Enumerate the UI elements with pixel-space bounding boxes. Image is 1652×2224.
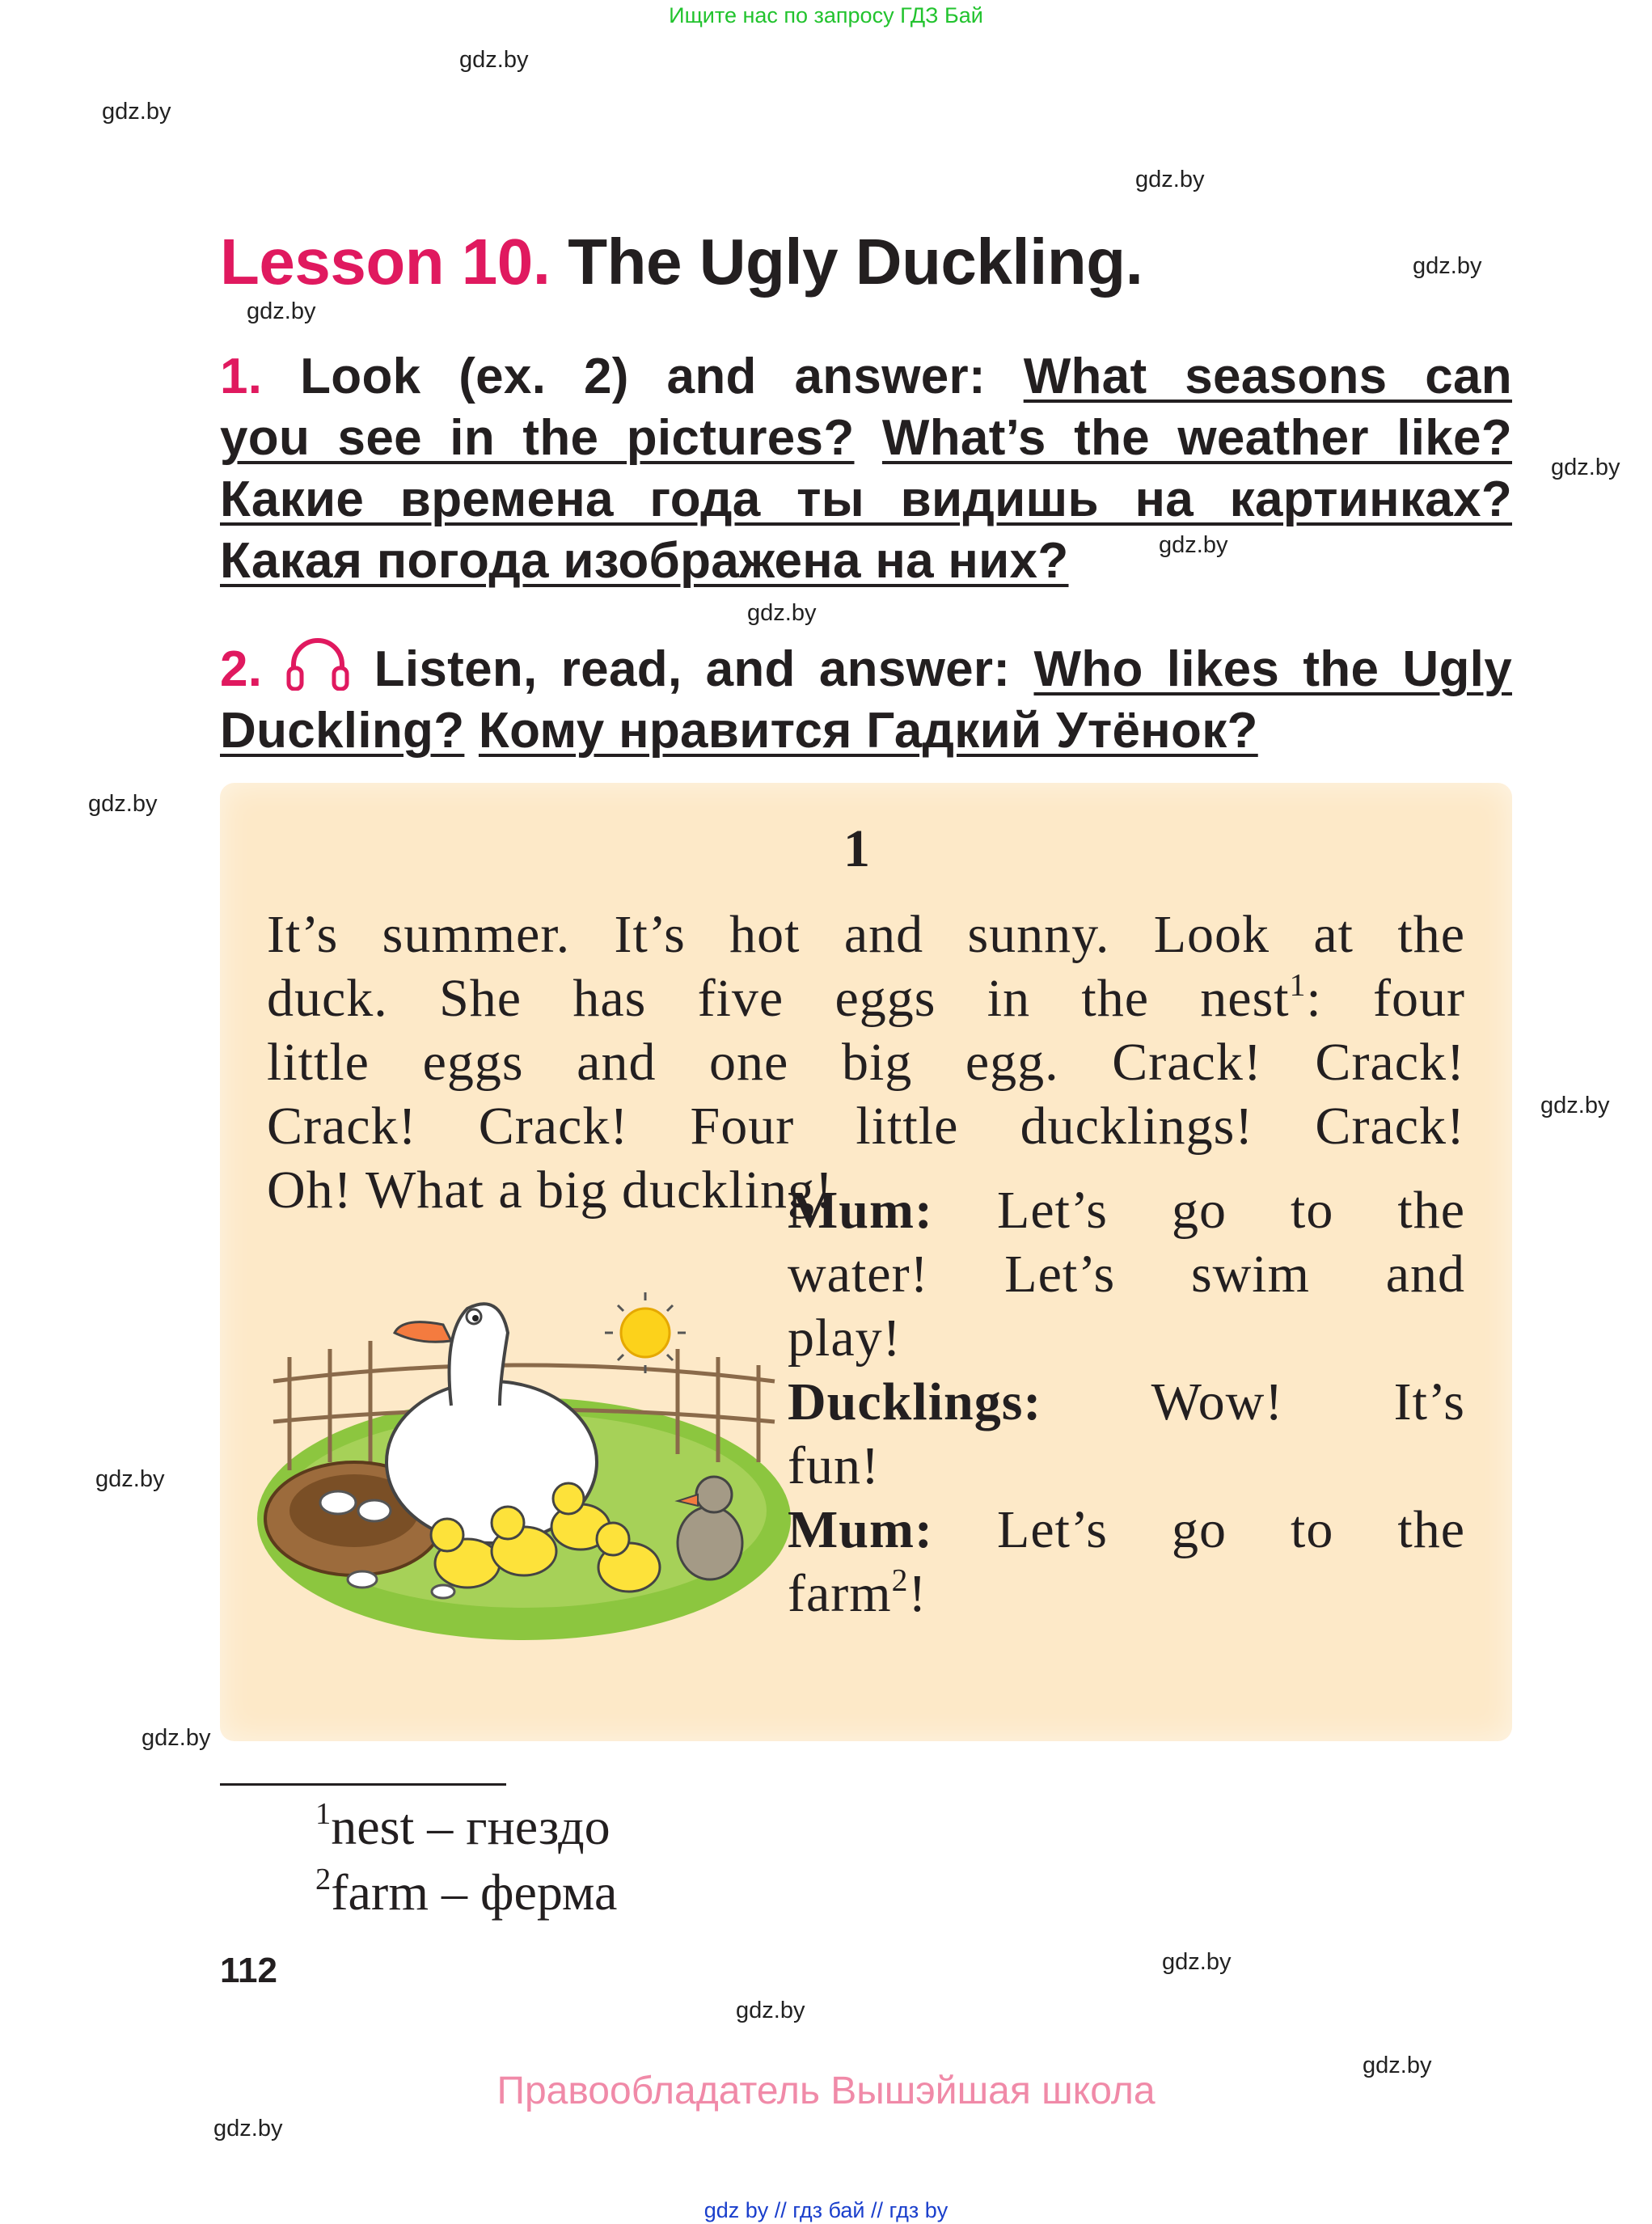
watermark: gdz.by <box>1413 253 1482 279</box>
lesson-number: Lesson 10. <box>220 226 551 298</box>
task-question-ru: Какие времена года ты видишь на картинках? <box>220 471 1512 527</box>
dialogue-line: Mum: Let’s go to the <box>788 1181 1466 1240</box>
story-line: little eggs and one big egg. Crack! Crack! <box>267 1033 1465 1092</box>
lesson-name: The Ugly Duckling. <box>568 226 1143 298</box>
task-question: What seasons can <box>1023 349 1512 404</box>
watermark: gdz.by <box>213 2116 283 2142</box>
footnote <box>315 1797 611 1857</box>
duck-family-illustration <box>257 1260 791 1640</box>
story-line: Oh! What a big duckling! <box>267 1161 834 1220</box>
dialogue-line: Ducklings: Wow! It’s <box>788 1372 1465 1431</box>
watermark: gdz.by <box>1551 455 1620 480</box>
copyright-holder: Правообладатель Вышэйшая школа <box>496 2070 1156 2112</box>
watermark: gdz.by <box>1135 167 1205 192</box>
story-line: Crack! Crack! Four little ducklings! Crack! <box>267 1097 1465 1156</box>
speaker: Mum: <box>788 1181 933 1240</box>
page-number: 112 <box>220 1951 277 1990</box>
watermark: gdz.by <box>1363 2053 1432 2078</box>
lesson-title <box>220 225 1143 299</box>
footnote-text: nest – гнездо <box>331 1798 611 1855</box>
watermark: gdz.by <box>142 1725 211 1751</box>
dialogue-line: farm$^2$! <box>788 1562 927 1623</box>
watermark: gdz.by <box>1540 1093 1610 1118</box>
watermark: gdz.by <box>459 47 529 73</box>
task-number: 2. <box>220 641 263 697</box>
story-line: It’s summer. It’s hot and sunny. Look at the <box>267 905 1465 964</box>
speaker: Ducklings: <box>788 1372 1042 1431</box>
watermark: gdz.by <box>1162 1949 1232 1975</box>
task-question: Duckling? <box>220 703 465 759</box>
story-paragraph <box>267 903 1465 1222</box>
watermark: gdz.by <box>102 99 171 125</box>
watermark: gdz.by <box>95 1466 165 1492</box>
watermark: gdz.by <box>247 298 316 324</box>
footnote-rule <box>220 1783 506 1786</box>
site-links[interactable]: gdz by // гдз бай // гдз by <box>703 2198 949 2222</box>
story-part-number: 1 <box>843 819 870 878</box>
headphones-icon[interactable] <box>285 637 350 691</box>
footnote-mark: 1 <box>315 1797 332 1832</box>
watermark: gdz.by <box>747 600 817 626</box>
footnote-ref: 1 <box>1289 966 1307 1003</box>
task-instruction: Look (ex. 2) and answer: <box>300 349 986 404</box>
footnote-text: farm – ферма <box>331 1863 618 1921</box>
footnote-ref: 2 <box>891 1562 909 1598</box>
footnote <box>315 1862 617 1922</box>
search-hint: Ищите нас по запросу ГДЗ Бай <box>669 3 983 27</box>
task-question-ru: Кому нравится Гадкий Утёнок? <box>478 703 1258 759</box>
task-question: you see in the pictures? <box>220 410 855 466</box>
story-line: duck. She has five eggs in the nest$^1$: four <box>267 966 1465 1028</box>
dialogue-line: Mum: Let’s go to the <box>788 1500 1466 1559</box>
watermark: gdz.by <box>1159 532 1228 558</box>
task-question: What’s the weather like? <box>881 410 1512 466</box>
task-number: 1. <box>220 349 263 404</box>
task-1 <box>220 346 1512 592</box>
watermark: gdz.by <box>88 791 158 817</box>
watermark: gdz.by <box>736 1998 805 2023</box>
dialogue-line: water! Let’s swim and <box>788 1245 1465 1304</box>
task-2 <box>220 637 1512 762</box>
task-question: Who likes the Ugly <box>1033 641 1512 697</box>
story-dialogue <box>788 1178 1465 1626</box>
footnote-mark: 2 <box>315 1862 332 1897</box>
task-instruction: Listen, read, and answer: <box>374 641 1011 697</box>
speaker: Mum: <box>788 1500 933 1559</box>
dialogue-line: fun! <box>788 1436 880 1495</box>
task-question-ru: Какая погода изображена на них? <box>220 533 1069 589</box>
dialogue-line: play! <box>788 1309 902 1368</box>
